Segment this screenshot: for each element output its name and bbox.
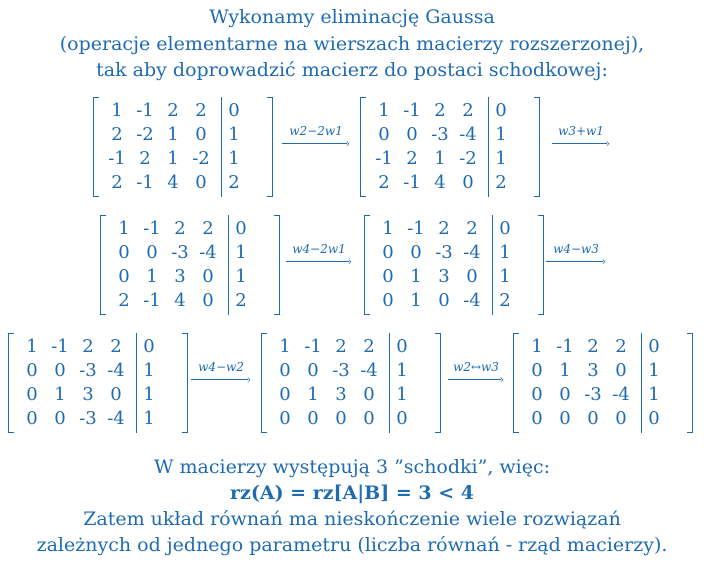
left-bracket bbox=[261, 333, 267, 433]
matrix-cell: 0 bbox=[235, 218, 247, 239]
matrix-cell: 0 bbox=[143, 336, 155, 357]
matrix-cell: 1 bbox=[235, 266, 247, 287]
arrow-head-icon: › bbox=[347, 255, 352, 268]
matrix-cell: -1 bbox=[304, 336, 322, 357]
augmented-matrix bbox=[93, 97, 273, 197]
right-bracket bbox=[534, 97, 540, 197]
left-bracket bbox=[360, 97, 366, 197]
matrix-cell: 0 bbox=[531, 408, 543, 429]
arrow-shaft bbox=[546, 261, 603, 262]
matrix-cell: 1 bbox=[167, 148, 179, 169]
row-operation-arrow bbox=[448, 362, 504, 386]
matrix-cell: 1 bbox=[396, 384, 408, 405]
matrix-cell: 1 bbox=[434, 148, 446, 169]
matrix-cell: 0 bbox=[195, 172, 207, 193]
left-bracket bbox=[93, 97, 99, 197]
arrow-shaft bbox=[286, 261, 349, 262]
matrix-cell: 1 bbox=[143, 408, 155, 429]
matrix-cell: 1 bbox=[228, 148, 240, 169]
matrix-cell: 0 bbox=[615, 360, 627, 381]
matrix-cell: 0 bbox=[118, 266, 130, 287]
matrix-cell: 2 bbox=[434, 100, 446, 121]
matrix-cell: 0 bbox=[466, 266, 478, 287]
augmented-matrix bbox=[8, 333, 188, 433]
arrow-shaft bbox=[191, 379, 248, 380]
row-operation-arrow bbox=[191, 362, 251, 386]
matrix-cell: -3 bbox=[584, 384, 602, 405]
matrix-cell: 1 bbox=[410, 266, 422, 287]
matrix-cell: 0 bbox=[228, 100, 240, 121]
right-bracket bbox=[687, 333, 693, 433]
matrix-cell: 0 bbox=[54, 360, 66, 381]
row-operation-label: w2−2w1 bbox=[289, 124, 343, 138]
matrix-cell: 0 bbox=[307, 408, 319, 429]
conclusion-line-1: W macierzy występują 3 ”schodki”, więc: bbox=[153, 456, 551, 478]
row-operation-label: w4−2w1 bbox=[292, 242, 346, 256]
matrix-cell: 0 bbox=[146, 242, 158, 263]
matrix-cell: 3 bbox=[587, 360, 599, 381]
matrix-cell: 0 bbox=[587, 408, 599, 429]
matrix-cell: -3 bbox=[435, 242, 453, 263]
row-operation-label: w2↔w3 bbox=[453, 360, 499, 374]
row-operation-arrow bbox=[552, 126, 610, 150]
matrix-cell: 0 bbox=[406, 124, 418, 145]
arrow-head-icon: › bbox=[246, 373, 251, 386]
matrix-cell: 0 bbox=[438, 290, 450, 311]
matrix-cell: 1 bbox=[495, 148, 507, 169]
matrix-cell: 0 bbox=[195, 124, 207, 145]
matrix-cell: 1 bbox=[146, 266, 158, 287]
augmented-matrix bbox=[364, 215, 544, 315]
matrix-cell: 1 bbox=[559, 360, 571, 381]
matrix-cell: -3 bbox=[431, 124, 449, 145]
matrix-cell: -1 bbox=[375, 148, 393, 169]
matrix-cell: -4 bbox=[107, 360, 125, 381]
row-operation-arrow bbox=[546, 244, 606, 268]
matrix-cell: 0 bbox=[279, 384, 291, 405]
matrix-cell: 0 bbox=[202, 290, 214, 311]
matrix-cell: 0 bbox=[382, 266, 394, 287]
matrix-cell: 0 bbox=[26, 360, 38, 381]
matrix-cell: 0 bbox=[396, 336, 408, 357]
matrix-cell: 0 bbox=[559, 384, 571, 405]
matrix-cell: -1 bbox=[51, 336, 69, 357]
header-line-3: tak aby doprowadzić macierz do postaci schodkowej: bbox=[96, 59, 608, 81]
conclusion-line-4: zależnych od jednego parametru (liczba równań - rząd macierzy). bbox=[36, 534, 668, 556]
matrix-cell: 2 bbox=[110, 336, 122, 357]
right-bracket bbox=[538, 215, 544, 315]
matrix-cell: -4 bbox=[107, 408, 125, 429]
arrow-head-icon: › bbox=[601, 255, 606, 268]
matrix-cell: -2 bbox=[192, 148, 210, 169]
matrix-cell: 2 bbox=[195, 100, 207, 121]
matrix-cell: 2 bbox=[378, 172, 390, 193]
matrix-cell: 1 bbox=[648, 384, 660, 405]
matrix-cell: -1 bbox=[143, 218, 161, 239]
matrix-cell: 0 bbox=[648, 336, 660, 357]
matrix-cell: 4 bbox=[434, 172, 446, 193]
matrix-cell: 0 bbox=[54, 408, 66, 429]
matrix-cell: 2 bbox=[363, 336, 375, 357]
matrix-cell: -4 bbox=[612, 384, 630, 405]
matrix-cell: 2 bbox=[406, 148, 418, 169]
matrix-cell: 1 bbox=[111, 100, 123, 121]
left-bracket bbox=[364, 215, 370, 315]
matrix-cell: -3 bbox=[332, 360, 350, 381]
matrix-cell: -3 bbox=[79, 360, 97, 381]
matrix-cell: 0 bbox=[615, 408, 627, 429]
matrix-cell: 1 bbox=[228, 124, 240, 145]
row-operation-label: w4−w3 bbox=[553, 242, 599, 256]
matrix-cell: 4 bbox=[167, 172, 179, 193]
matrix-cell: 1 bbox=[396, 360, 408, 381]
augmented-matrix bbox=[261, 333, 441, 433]
matrix-cell: 1 bbox=[410, 290, 422, 311]
matrix-cell: 2 bbox=[174, 218, 186, 239]
matrix-cell: 0 bbox=[396, 408, 408, 429]
left-bracket bbox=[8, 333, 14, 433]
matrix-cell: -1 bbox=[136, 100, 154, 121]
arrow-head-icon: › bbox=[605, 137, 610, 150]
matrix-cell: -4 bbox=[459, 124, 477, 145]
matrix-cell: 2 bbox=[228, 172, 240, 193]
matrix-cell: 0 bbox=[499, 218, 511, 239]
arrow-shaft bbox=[552, 143, 607, 144]
matrix-cell: 2 bbox=[495, 172, 507, 193]
matrix-cell: 0 bbox=[363, 408, 375, 429]
matrix-cell: -4 bbox=[199, 242, 217, 263]
matrix-cell: -3 bbox=[171, 242, 189, 263]
matrix-cell: 0 bbox=[495, 100, 507, 121]
matrix-cell: 2 bbox=[587, 336, 599, 357]
matrix-cell: 3 bbox=[82, 384, 94, 405]
augmented-matrix bbox=[100, 215, 280, 315]
matrix-cell: 1 bbox=[495, 124, 507, 145]
matrix-cell: 0 bbox=[410, 242, 422, 263]
row-operation-arrow bbox=[286, 244, 352, 268]
arrow-head-icon: › bbox=[499, 373, 504, 386]
matrix-cell: 1 bbox=[143, 360, 155, 381]
matrix-cell: 2 bbox=[235, 290, 247, 311]
left-bracket bbox=[513, 333, 519, 433]
matrix-cell: 2 bbox=[82, 336, 94, 357]
matrix-cell: 0 bbox=[26, 408, 38, 429]
matrix-cell: 1 bbox=[531, 336, 543, 357]
matrix-cell: -1 bbox=[403, 100, 421, 121]
matrix-cell: 0 bbox=[382, 242, 394, 263]
header-line-1: Wykonamy eliminację Gaussa bbox=[209, 6, 495, 28]
matrix-cell: 0 bbox=[307, 360, 319, 381]
matrix-cell: 3 bbox=[335, 384, 347, 405]
matrix-cell: 1 bbox=[382, 218, 394, 239]
matrix-cell: 2 bbox=[335, 336, 347, 357]
matrix-cell: 0 bbox=[118, 242, 130, 263]
matrix-cell: -1 bbox=[136, 172, 154, 193]
row-operation-label: w3+w1 bbox=[558, 124, 604, 138]
conclusion-line-3: Zatem układ równań ma nieskończenie wiele rozwiązań bbox=[83, 508, 621, 530]
matrix-cell: 2 bbox=[111, 124, 123, 145]
matrix-cell: 0 bbox=[462, 172, 474, 193]
arrow-head-icon: › bbox=[345, 137, 350, 150]
matrix-cell: 2 bbox=[167, 100, 179, 121]
matrix-cell: -2 bbox=[136, 124, 154, 145]
matrix-cell: 1 bbox=[143, 384, 155, 405]
right-bracket bbox=[267, 97, 273, 197]
matrix-cell: 2 bbox=[139, 148, 151, 169]
matrix-cell: 0 bbox=[378, 124, 390, 145]
right-bracket bbox=[182, 333, 188, 433]
matrix-cell: 0 bbox=[363, 384, 375, 405]
header-line-2: (operacje elementarne na wierszach macierzy rozszerzonej), bbox=[59, 33, 645, 55]
arrow-shaft bbox=[448, 379, 501, 380]
matrix-cell: 2 bbox=[462, 100, 474, 121]
augmented-matrix bbox=[360, 97, 540, 197]
matrix-cell: -2 bbox=[459, 148, 477, 169]
left-bracket bbox=[100, 215, 106, 315]
matrix-cell: 2 bbox=[466, 218, 478, 239]
matrix-cell: 1 bbox=[118, 218, 130, 239]
matrix-cell: -4 bbox=[463, 242, 481, 263]
matrix-cell: -3 bbox=[79, 408, 97, 429]
matrix-cell: -1 bbox=[556, 336, 574, 357]
right-bracket bbox=[435, 333, 441, 433]
matrix-cell: 3 bbox=[438, 266, 450, 287]
matrix-cell: 1 bbox=[279, 336, 291, 357]
matrix-cell: 4 bbox=[174, 290, 186, 311]
matrix-cell: 1 bbox=[26, 336, 38, 357]
matrix-cell: 2 bbox=[118, 290, 130, 311]
matrix-cell: -1 bbox=[403, 172, 421, 193]
matrix-cell: 1 bbox=[378, 100, 390, 121]
matrix-cell: 2 bbox=[202, 218, 214, 239]
matrix-cell: -1 bbox=[407, 218, 425, 239]
matrix-cell: 1 bbox=[167, 124, 179, 145]
matrix-cell: 0 bbox=[202, 266, 214, 287]
matrix-cell: 0 bbox=[382, 290, 394, 311]
matrix-cell: 0 bbox=[531, 384, 543, 405]
matrix-cell: 0 bbox=[648, 408, 660, 429]
matrix-cell: 1 bbox=[235, 242, 247, 263]
matrix-cell: 0 bbox=[335, 408, 347, 429]
right-bracket bbox=[274, 215, 280, 315]
augmented-matrix bbox=[513, 333, 693, 433]
matrix-cell: 2 bbox=[438, 218, 450, 239]
matrix-cell: 1 bbox=[499, 242, 511, 263]
arrow-shaft bbox=[282, 143, 347, 144]
matrix-cell: -4 bbox=[360, 360, 378, 381]
matrix-cell: 0 bbox=[26, 384, 38, 405]
matrix-cell: 1 bbox=[499, 266, 511, 287]
matrix-cell: 2 bbox=[111, 172, 123, 193]
matrix-cell: -1 bbox=[108, 148, 126, 169]
rank-equation: rz(A) = rz[A|B] = 3 < 4 bbox=[230, 482, 474, 504]
matrix-cell: 2 bbox=[499, 290, 511, 311]
matrix-cell: 0 bbox=[279, 408, 291, 429]
matrix-cell: 2 bbox=[615, 336, 627, 357]
matrix-cell: 3 bbox=[174, 266, 186, 287]
matrix-cell: 0 bbox=[559, 408, 571, 429]
matrix-cell: 0 bbox=[110, 384, 122, 405]
matrix-cell: 1 bbox=[307, 384, 319, 405]
row-operation-label: w4−w2 bbox=[198, 360, 244, 374]
matrix-cell: 1 bbox=[648, 360, 660, 381]
matrix-cell: -4 bbox=[463, 290, 481, 311]
matrix-cell: -1 bbox=[143, 290, 161, 311]
matrix-cell: 0 bbox=[279, 360, 291, 381]
matrix-cell: 1 bbox=[54, 384, 66, 405]
matrix-cell: 0 bbox=[531, 360, 543, 381]
row-operation-arrow bbox=[282, 126, 350, 150]
